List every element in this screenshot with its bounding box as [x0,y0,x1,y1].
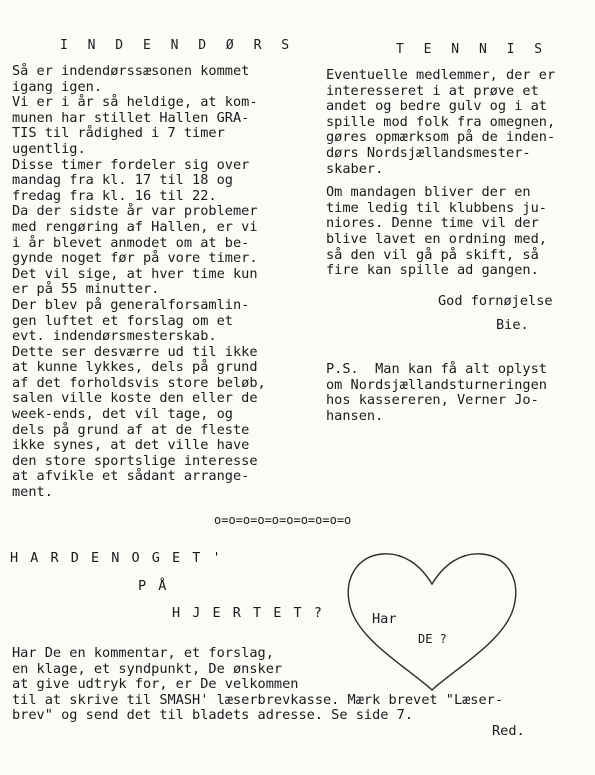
article-line: mandag fra kl. 17 til 18 og [12,172,233,189]
article-line: fredag fra kl. 16 til 22. [12,187,217,204]
invitation-line: at give udtryk for, er De velkommen [12,676,299,693]
ps-line: hos kassereren, Verner Jo- [326,392,539,409]
har-de-title-line3: H J E R T E T ? [172,605,324,621]
article-line: blive lavet en ordning med, [326,230,547,247]
article-line: time ledig til klubbens ju- [326,199,547,216]
ps-line: P.S. Man kan få alt oplyst [326,361,547,377]
article-line: igang igen. [12,78,103,95]
tennis-article [326,68,555,279]
article-line: gynde noget før på vore timer. [12,250,258,267]
invitation-line: Har De en kommentar, et forslag, [12,645,274,661]
ps-line: hansen. [326,407,384,424]
har-de-title-line1: H A R D E N O G E T ' [10,550,223,566]
article-line: af det forholdsvis store beløb, [12,374,266,391]
editor-signoff: Red. [492,723,525,739]
invitation-line: til at skrive til SMASH' læserbrevkasse. Mærk brevet "Læser- [12,691,504,708]
article-line: Dette ser desværre ud til ikke [12,343,258,360]
article-line: skaber. [326,160,384,177]
article-line: Disse timer fordeler sig over [12,156,250,173]
article-line: at afvikle et sådant arrange- [12,468,250,485]
article-line: at kunne lykkes, dels på grund [12,359,258,376]
article-line: fire kan spille ad gangen. [326,262,539,279]
article-line: dørs Nordsjællandsmester- [326,144,531,161]
article-line: week-ends, det vil tage, og [12,406,233,423]
article-line: niores. Denne time vil der [326,215,539,232]
article-line: Eventuelle medlemmer, der er [326,67,556,83]
article-line: ment. [12,484,53,501]
article-line: Om mandagen bliver der en [326,184,531,201]
indendors-heading: I N D E N D Ø R S [60,38,296,53]
invitation-line: brev" og send det til bladets adresse. Se side 7. [12,707,414,724]
section-divider: o=o=o=o=o=o=o=o=o=o [214,513,352,527]
article-line: i år blevet anmodet om at be- [12,234,250,251]
signature: Bie. [496,317,529,333]
article-line: spille mod folk fra omegnen, [326,113,556,130]
indendors-article [12,64,266,501]
article-line: salen ville koste den eller de [12,390,258,407]
letters-invitation [12,646,503,724]
article-line: Vi er i år så heldige, at kom- [12,94,258,111]
article-line: gen luftet et forslag om et [12,312,233,329]
heart-text-de: DE ? [418,632,447,646]
article-line: den store sportslige interesse [12,452,258,469]
article-line: med rengøring af Hallen, er vi [12,218,258,235]
article-line: TIS til rådighed i 7 timer [12,125,225,142]
heart-text-har: Har [372,611,397,627]
article-line: dels på grund af at de fleste [12,421,250,438]
har-de-title-line2: P Å [138,578,169,594]
article-line: andet og bedre gulv og i at [326,98,547,115]
article-line: så den vil gå på skift, så [326,246,539,263]
article-line: Der blev på generalforsamlin- [12,296,250,313]
article-line: Da der sidste år var problemer [12,203,258,220]
article-line: ikke synes, at det ville have [12,437,250,454]
invitation-line: en klage, et syndpunkt, De ønsker [12,660,283,677]
article-line: gøres opmærksom på de inden- [326,129,556,146]
ps-note [326,362,547,424]
ps-line: om Nordsjællandsturneringen [326,376,547,393]
article-line: Det vil sige, at hver time kun [12,265,258,282]
article-line: interesseret i at prøve et [326,82,539,99]
article-line: er på 55 minutter. [12,281,160,298]
article-line: evt. indendørsmesterskab. [12,328,217,345]
article-line: munen har stillet Hallen GRA- [12,109,250,126]
tennis-heading: T E N N I S [396,42,549,57]
article-line: Så er indendørssæsonen kommet [12,63,250,79]
closing-greeting: God fornøjelse [438,293,553,309]
article-line: ugentlig. [12,140,86,157]
